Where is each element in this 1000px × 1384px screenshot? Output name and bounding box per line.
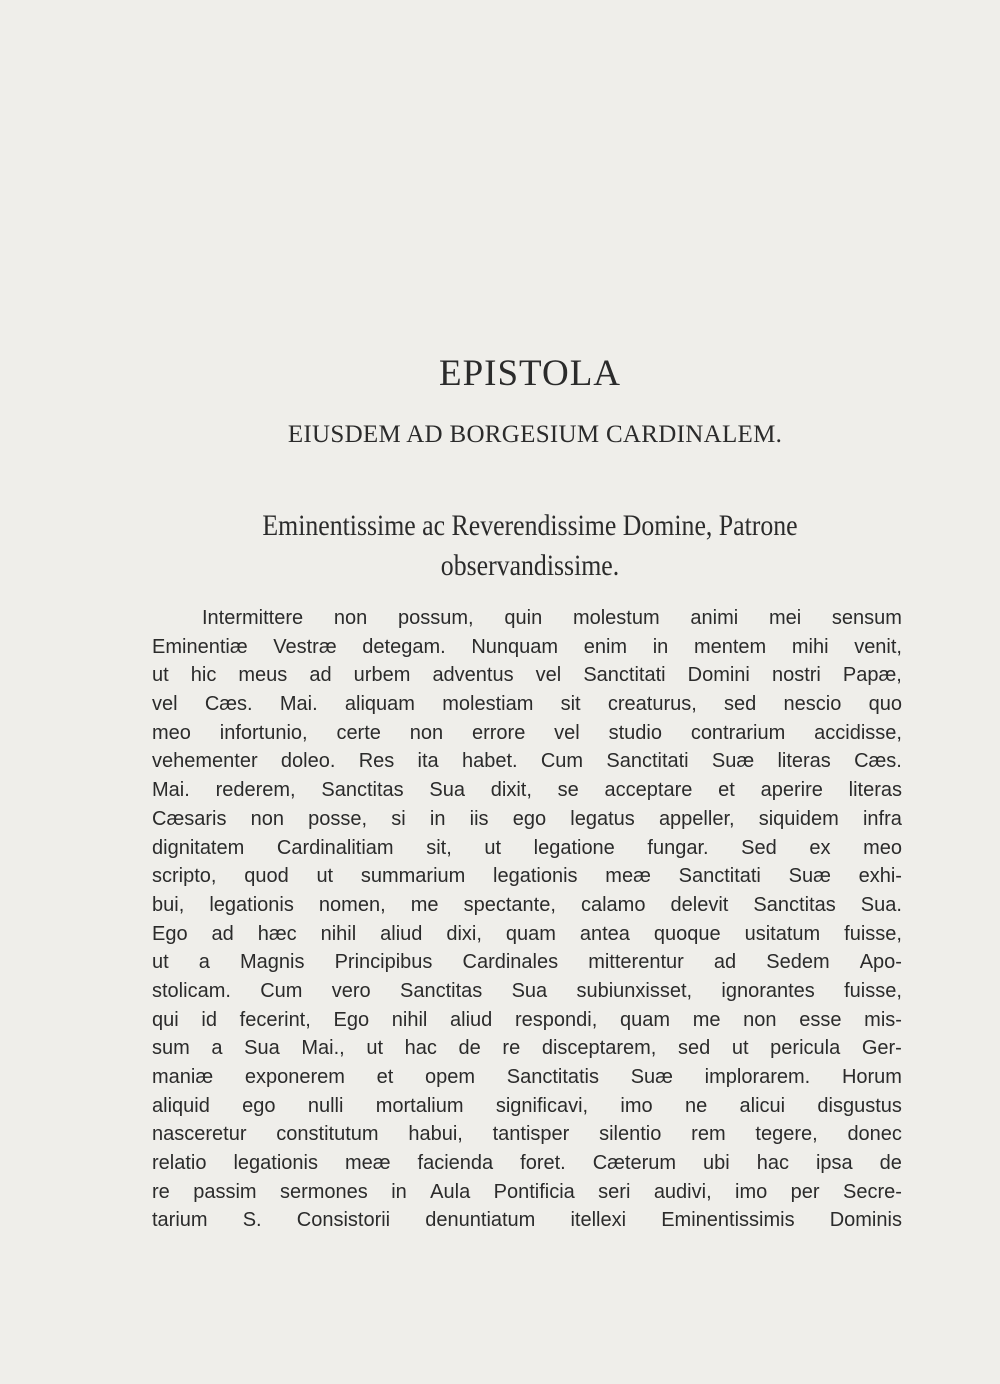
word: vero <box>331 979 371 1002</box>
word: Ego <box>333 1008 370 1031</box>
word: aliud <box>380 922 423 945</box>
word: ut <box>366 1037 384 1060</box>
word: ignorantes <box>721 979 815 1002</box>
word: Vestræ <box>273 635 337 658</box>
word: meo <box>152 721 191 744</box>
word: nulli <box>307 1094 344 1117</box>
body-line <box>152 1092 902 1121</box>
word: bui, <box>152 893 185 916</box>
word: ut <box>731 1037 749 1060</box>
word: Sanctitas <box>321 779 404 802</box>
word: passim <box>193 1180 257 1203</box>
word: sermones <box>279 1180 368 1203</box>
word: vel <box>152 693 178 716</box>
word: appeller, <box>658 807 735 830</box>
word: vel <box>535 664 562 687</box>
salutation <box>203 506 857 586</box>
word: stolicam. <box>152 979 231 1002</box>
word: Secre- <box>842 1180 902 1203</box>
word: sit, <box>426 836 452 859</box>
word: relatio <box>152 1152 207 1175</box>
body-line <box>152 719 902 748</box>
word: Apo- <box>859 951 902 974</box>
word: sensum <box>831 607 902 629</box>
word: vel <box>554 721 580 744</box>
body-line <box>152 1178 902 1207</box>
word: Sua. <box>860 893 902 916</box>
word: ipsa <box>815 1152 853 1175</box>
word: nihil <box>320 922 357 945</box>
word: tantisper <box>492 1123 570 1146</box>
word: detegam. <box>362 635 446 658</box>
word: et <box>718 779 735 802</box>
word: aliquid <box>152 1094 210 1117</box>
word: legatione <box>533 836 615 859</box>
word: meæ <box>344 1152 391 1175</box>
word: foret. <box>520 1152 566 1175</box>
body-line <box>152 948 902 977</box>
word: tarium <box>152 1209 208 1232</box>
word: certe <box>336 721 381 744</box>
word: non <box>250 807 284 830</box>
word: hac <box>404 1037 437 1060</box>
word: nomen, <box>318 893 386 916</box>
body-line <box>152 834 902 863</box>
word: quo <box>868 693 902 716</box>
word: dixi, <box>446 922 482 945</box>
body-line <box>152 862 902 891</box>
word: itellexi <box>570 1209 627 1232</box>
word: Sanctitas <box>399 979 483 1002</box>
word: ut <box>484 836 502 859</box>
word: Sanctitati <box>606 750 689 773</box>
word: accidisse, <box>814 721 902 744</box>
word: doleo. <box>280 750 336 773</box>
word: Papæ, <box>842 664 902 687</box>
word: constitutum <box>276 1123 379 1146</box>
word: Nunquam <box>471 635 559 658</box>
word: re <box>502 1037 521 1060</box>
word: mitterentur <box>588 951 684 974</box>
word: sed <box>677 1037 711 1060</box>
body-line <box>152 1206 902 1235</box>
word: ut <box>152 951 169 974</box>
word: hac <box>756 1152 789 1175</box>
word: scripto, <box>152 865 217 888</box>
word: dignitatem <box>152 836 245 859</box>
word: Consistorii <box>296 1209 391 1232</box>
word: meæ <box>605 865 651 888</box>
page-title: EPISTOLA <box>438 353 622 394</box>
word: Sua <box>244 1037 280 1060</box>
word: ubi <box>703 1152 730 1175</box>
word: Cardinales <box>462 951 559 974</box>
word: ita <box>417 750 439 773</box>
body-line <box>152 1063 902 1092</box>
word: ne <box>684 1094 708 1117</box>
word: silentio <box>599 1123 662 1146</box>
word: a <box>198 951 210 974</box>
word: quod <box>244 865 289 888</box>
word: iis <box>469 807 489 830</box>
word: delevit <box>670 893 729 916</box>
word: molestum <box>572 607 660 629</box>
word: Cæterum <box>592 1152 677 1175</box>
word: opem <box>425 1066 476 1088</box>
word: sed <box>724 693 757 716</box>
word: Ger- <box>861 1037 902 1060</box>
word: urbem <box>353 664 411 687</box>
word: imo <box>620 1094 653 1117</box>
word: Sanctitatis <box>506 1066 599 1088</box>
word: aliquam <box>344 693 415 716</box>
word: exhi- <box>858 865 902 888</box>
word: non <box>333 607 368 629</box>
word: spectante, <box>463 893 556 916</box>
word: Sanctitati <box>678 865 761 888</box>
word: Sedem <box>766 951 830 974</box>
word: Magnis <box>240 951 305 974</box>
word: non <box>743 1008 777 1031</box>
word: et <box>376 1066 394 1088</box>
word: calamo <box>580 893 646 916</box>
word: alicui <box>739 1094 786 1117</box>
word: Dominis <box>829 1209 902 1232</box>
word: legationis <box>493 865 578 888</box>
word: meus <box>238 664 288 687</box>
body-line <box>152 690 902 719</box>
word: nasceretur <box>152 1123 247 1146</box>
word: fuisse, <box>844 922 902 945</box>
word: ut <box>152 664 169 687</box>
word: Eminentiæ <box>152 635 248 658</box>
body-line <box>152 977 902 1006</box>
word: Pontificia <box>493 1180 575 1203</box>
word: nihil <box>391 1008 428 1031</box>
word: usitatum <box>744 922 821 945</box>
word: ad <box>713 951 737 974</box>
word: implorarem. <box>704 1066 811 1088</box>
word: pericula <box>770 1037 841 1060</box>
word: mis- <box>864 1008 902 1031</box>
word: sit <box>560 693 581 716</box>
word: creaturus, <box>607 693 697 716</box>
word: aperire <box>760 779 823 802</box>
body-line <box>152 891 902 920</box>
word: disceptarem, <box>541 1037 657 1060</box>
word: Mai. <box>279 693 318 716</box>
word: literas <box>777 750 831 773</box>
salutation-line-2: observandissime. <box>440 549 620 582</box>
word: enim <box>583 635 628 658</box>
word: si <box>391 807 406 830</box>
word: Cæs. <box>854 750 902 773</box>
body-line <box>152 920 902 949</box>
word: Cum <box>540 750 584 773</box>
word: siquidem <box>758 807 839 830</box>
word: quam <box>619 1008 670 1031</box>
word: ego <box>512 807 547 830</box>
word: legationis <box>233 1152 318 1175</box>
word: hæc <box>257 922 297 945</box>
word: in <box>652 635 669 658</box>
body-line <box>152 604 902 633</box>
word: acceptare <box>604 779 693 802</box>
word: de <box>879 1152 902 1175</box>
word: quoque <box>653 922 721 945</box>
word: dixit, <box>490 779 532 802</box>
word: meo <box>863 836 902 859</box>
word: rem <box>691 1123 726 1146</box>
word: mentem <box>693 635 767 658</box>
word: nescio <box>783 693 842 716</box>
word: Eminentissimis <box>661 1209 795 1232</box>
word: habui, <box>408 1123 463 1146</box>
word: Intermittere <box>202 607 304 629</box>
word: donec <box>847 1123 902 1146</box>
word: animi <box>690 607 739 629</box>
word: ego <box>242 1094 276 1117</box>
word: nostri <box>771 664 821 687</box>
word: de <box>458 1037 481 1060</box>
word: Mai. <box>152 779 190 802</box>
word: a <box>211 1037 223 1060</box>
word: seri <box>598 1180 631 1203</box>
body-line <box>152 1120 902 1149</box>
word: re <box>152 1180 170 1203</box>
body-line <box>152 661 902 690</box>
word: id <box>201 1008 217 1031</box>
page-subtitle: EIUSDEM AD BORGESIUM CARDINALEM. <box>287 421 783 448</box>
word: errore <box>471 721 526 744</box>
body-line <box>152 1149 902 1178</box>
word: legationis <box>209 893 294 916</box>
word: antea <box>579 922 630 945</box>
word: aliud <box>450 1008 493 1031</box>
word: Cæs. <box>204 693 253 716</box>
word: audivi, <box>653 1180 712 1203</box>
word: literas <box>848 779 902 802</box>
word: in <box>391 1180 407 1203</box>
word: Aula <box>430 1180 471 1203</box>
body-line <box>152 747 902 776</box>
word: fungar. <box>647 836 709 859</box>
word: Ego <box>152 922 188 945</box>
word: summarium <box>360 865 466 888</box>
word: Sua <box>511 979 548 1002</box>
word: possum, <box>398 607 474 629</box>
body-line <box>152 1034 902 1063</box>
word: venit, <box>854 635 902 658</box>
word: Horum <box>841 1066 902 1088</box>
word: mei <box>768 607 802 629</box>
word: sum <box>152 1037 190 1060</box>
body-line <box>152 776 902 805</box>
word: Principibus <box>334 951 433 974</box>
word: respondi, <box>515 1008 598 1031</box>
word: S. <box>242 1209 262 1232</box>
word: Cardinalitiam <box>276 836 394 859</box>
word: Sanctitas <box>753 893 836 916</box>
body-line <box>152 805 902 834</box>
word: Suæ <box>711 750 755 773</box>
word: Suæ <box>788 865 831 888</box>
word: se <box>557 779 579 802</box>
word: ad <box>211 922 234 945</box>
word: Cum <box>260 979 303 1002</box>
word: Domini <box>687 664 750 687</box>
word: significavi, <box>495 1094 589 1117</box>
word: me <box>692 1008 721 1031</box>
word: Sanctitati <box>583 664 666 687</box>
word: hic <box>190 664 217 687</box>
word: denuntiatum <box>425 1209 536 1232</box>
word: ut <box>316 865 334 888</box>
word: vehementer <box>152 750 258 773</box>
body-line <box>152 1006 902 1035</box>
word: Cæsaris <box>152 807 227 830</box>
word: contrarium <box>690 721 786 744</box>
word: subiunxisset, <box>576 979 693 1002</box>
word: exponerem <box>244 1066 345 1088</box>
word: Sed <box>741 836 777 859</box>
body-line <box>152 633 902 662</box>
word: Mai., <box>301 1037 345 1060</box>
word: Sua <box>429 779 465 802</box>
word: tegere, <box>755 1123 818 1146</box>
word: rederem, <box>215 779 296 802</box>
word: Res <box>358 750 395 773</box>
word: quam <box>505 922 556 945</box>
salutation-line-1: Eminentissime ac Reverendissime Domine, Patrone <box>262 509 798 542</box>
word: habet. <box>461 750 518 773</box>
letter-body <box>152 604 902 1235</box>
word: maniæ <box>152 1066 214 1088</box>
word: mortalium <box>375 1094 464 1117</box>
word: quin <box>504 607 543 629</box>
word: posse, <box>308 807 368 830</box>
word: facienda <box>417 1152 494 1175</box>
word: per <box>790 1180 820 1203</box>
word: non <box>409 721 444 744</box>
word: studio <box>608 721 662 744</box>
word: fuisse, <box>844 979 902 1002</box>
word: disgustus <box>817 1094 902 1117</box>
word: imo <box>735 1180 768 1203</box>
word: infortunio, <box>219 721 308 744</box>
word: in <box>429 807 446 830</box>
word: infra <box>862 807 902 830</box>
word: esse <box>799 1008 842 1031</box>
word: legatus <box>570 807 635 830</box>
word: qui <box>152 1008 179 1031</box>
word: me <box>410 893 439 916</box>
word: ex <box>809 836 831 859</box>
word: molestiam <box>442 693 534 716</box>
word: adventus <box>432 664 514 687</box>
word: mihi <box>791 635 829 658</box>
word: Suæ <box>630 1066 673 1088</box>
word: fecerint, <box>239 1008 311 1031</box>
word: ad <box>309 664 332 687</box>
